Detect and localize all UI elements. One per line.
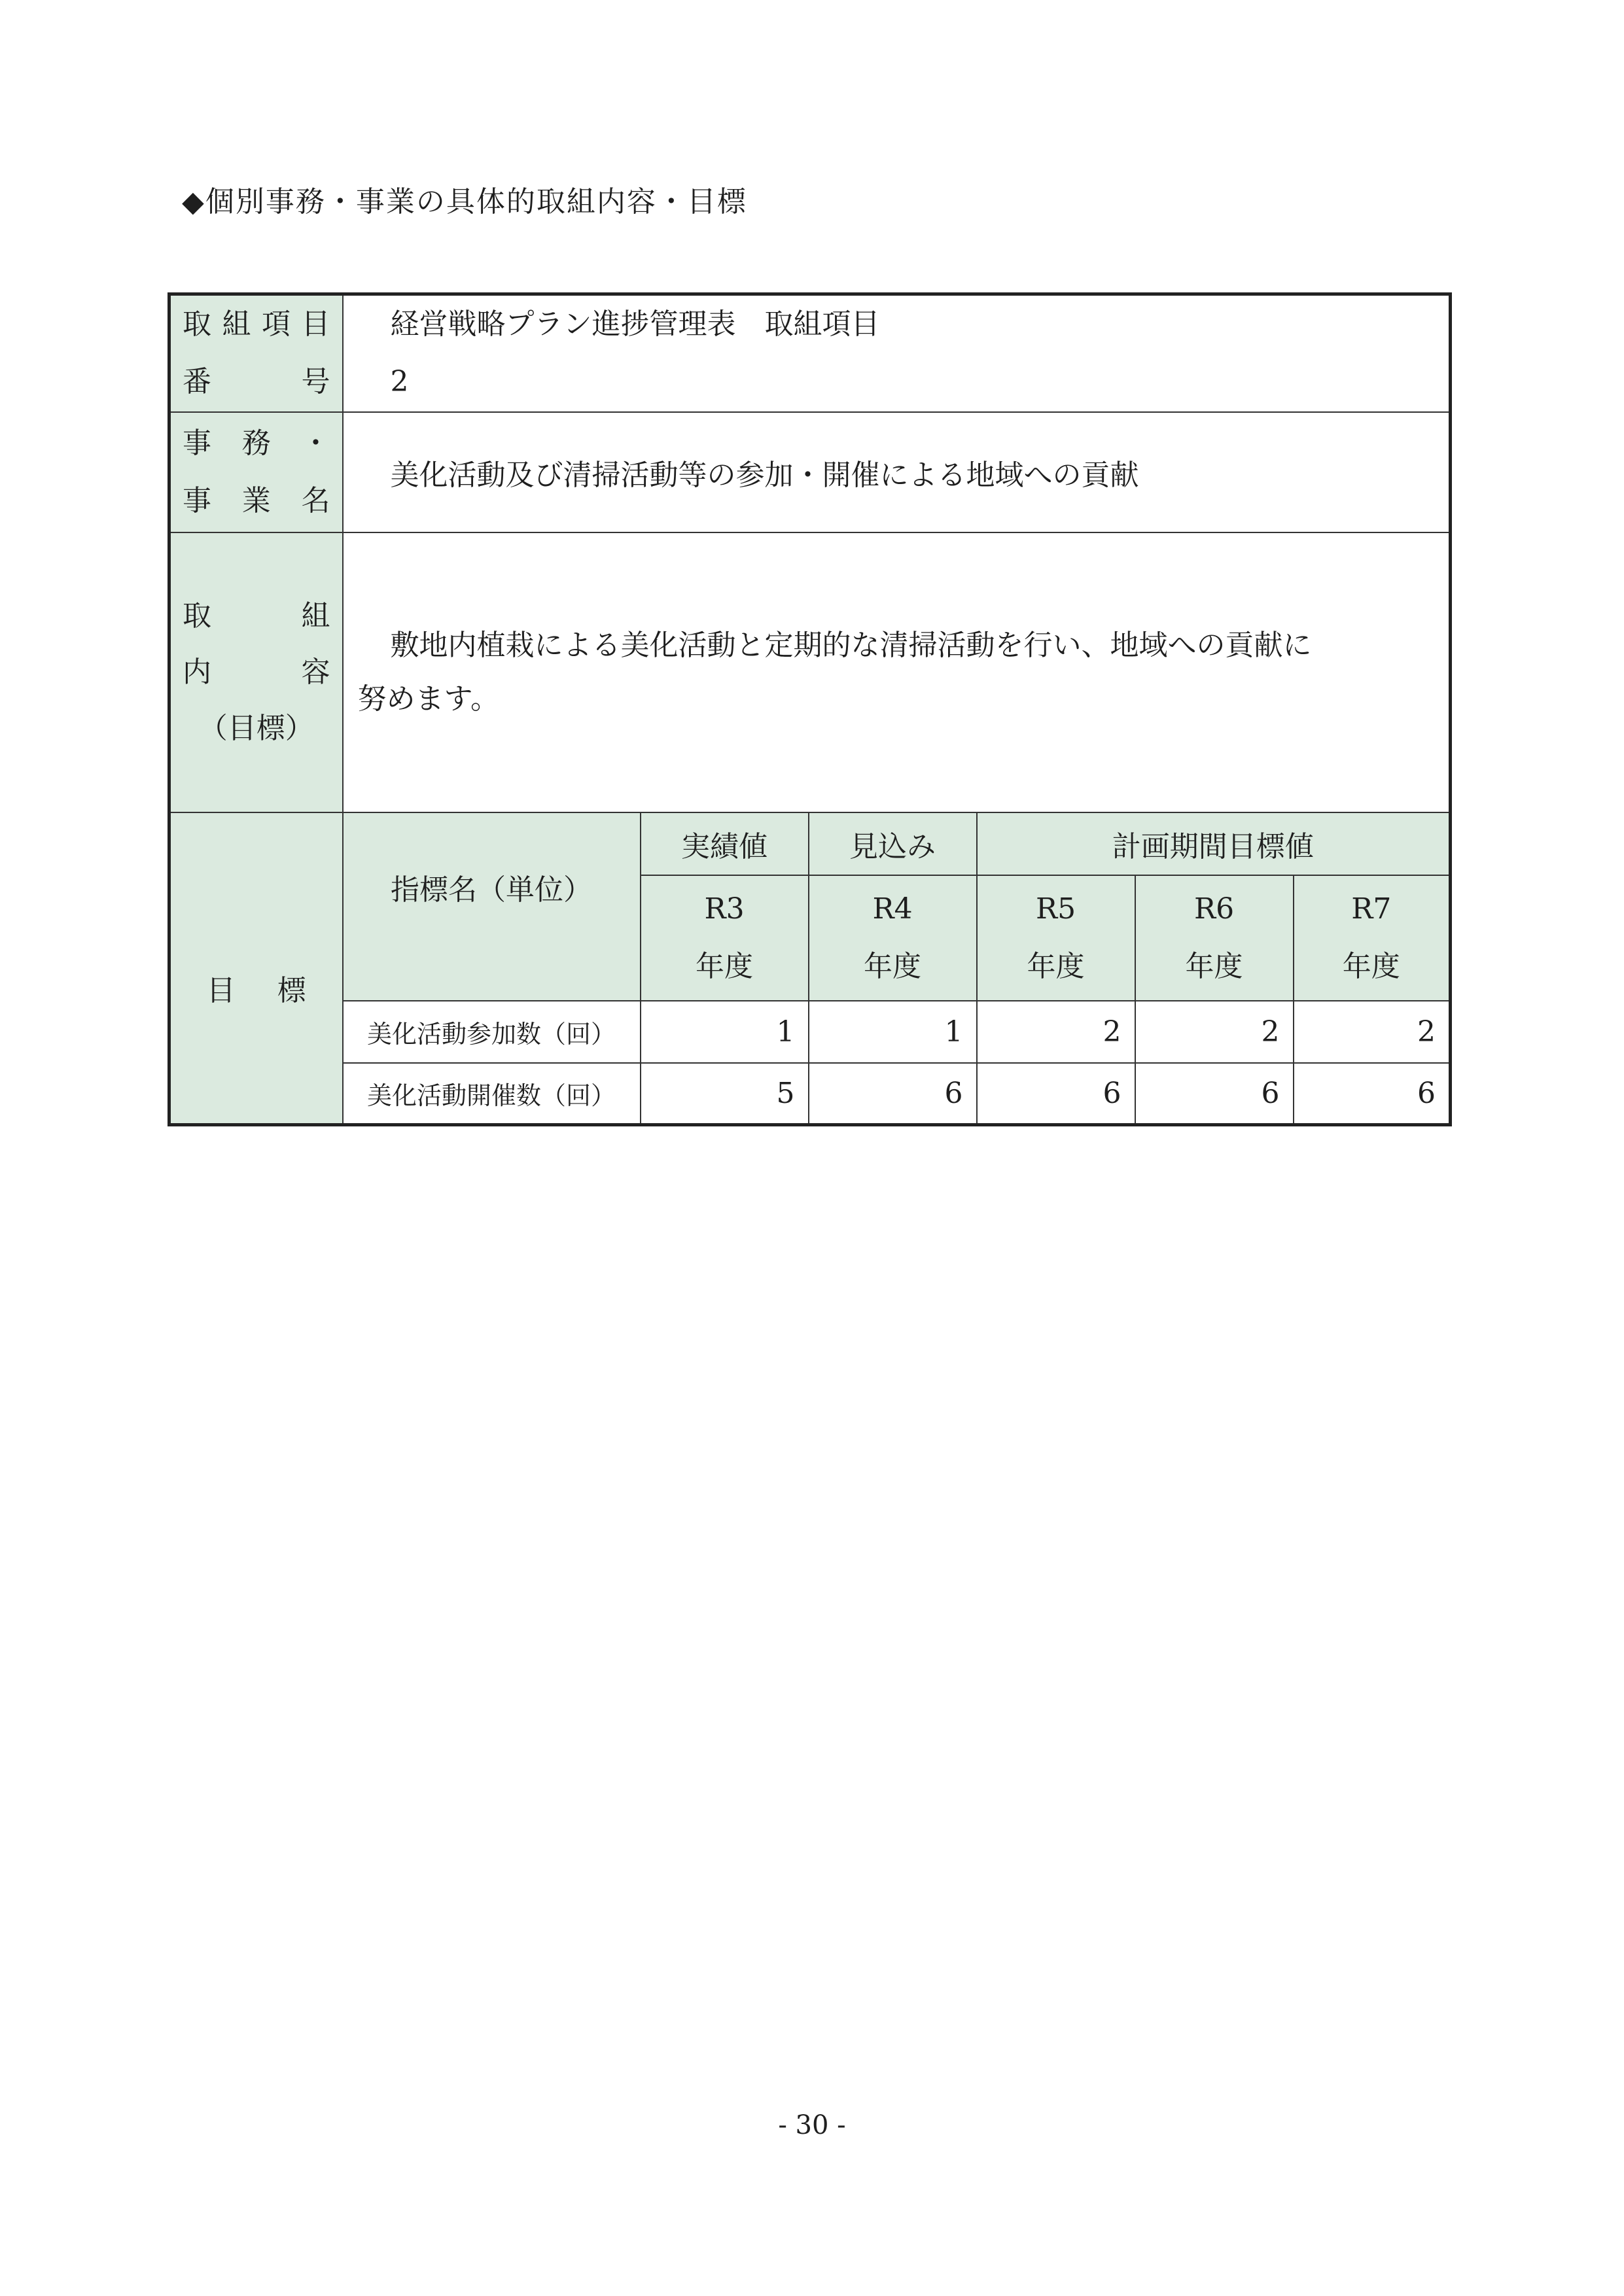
year-r3: R3 年度 — [641, 875, 809, 1001]
plan-header: 計画期間目標値 — [977, 812, 1451, 875]
value-cell: 6 — [1135, 1063, 1294, 1125]
value-cell: 1 — [809, 1001, 977, 1063]
page-number: - 30 - — [778, 2110, 846, 2140]
project-name-label: 事 務 ・ 事 業 名 — [169, 412, 343, 532]
item-number-label: 取 組 項 目 番 号 — [169, 294, 343, 412]
value-cell: 2 — [1135, 1001, 1294, 1063]
actual-header: 実績値 — [641, 812, 809, 875]
value-cell: 6 — [809, 1063, 977, 1125]
value-cell: 1 — [641, 1001, 809, 1063]
project-name-row — [169, 412, 1451, 532]
value-cell: 5 — [641, 1063, 809, 1125]
table-row — [169, 1001, 1451, 1063]
initiative-row — [169, 532, 1451, 812]
year-r5: R5 年度 — [977, 875, 1135, 1001]
value-cell: 2 — [1294, 1001, 1451, 1063]
section-heading: ◆個別事務・事業の具体的取組内容・目標 — [182, 185, 747, 218]
plan-table — [168, 292, 1452, 1126]
item-number-row — [169, 294, 1451, 412]
table-row — [169, 1063, 1451, 1125]
project-name-value: 美化活動及び清掃活動等の参加・開催による地域への貢献 — [343, 412, 1451, 532]
year-r6: R6 年度 — [1135, 875, 1294, 1001]
indicator-name: 美化活動開催数（回） — [343, 1063, 641, 1125]
year-r7: R7 年度 — [1294, 875, 1451, 1001]
forecast-header: 見込み — [809, 812, 977, 875]
indicator-header: 指標名（単位） — [343, 812, 641, 1001]
initiative-value: 敷地内植栽による美化活動と定期的な清掃活動を行い、地域への貢献に 努めます。 — [343, 532, 1451, 812]
value-cell: 2 — [977, 1001, 1135, 1063]
indicator-name: 美化活動参加数（回） — [343, 1001, 641, 1063]
year-r4: R4 年度 — [809, 875, 977, 1001]
initiative-label: 取 組 内 容 （目標） — [169, 532, 343, 812]
goal-label: 目 標 — [169, 812, 343, 1125]
goal-header-row — [169, 812, 1451, 875]
item-number-value — [343, 294, 1451, 412]
item-number-source: 経営戦略プラン進捗管理表 取組項目 — [390, 307, 880, 341]
item-number: 2 — [390, 365, 409, 399]
value-cell: 6 — [977, 1063, 1135, 1125]
value-cell: 6 — [1294, 1063, 1451, 1125]
